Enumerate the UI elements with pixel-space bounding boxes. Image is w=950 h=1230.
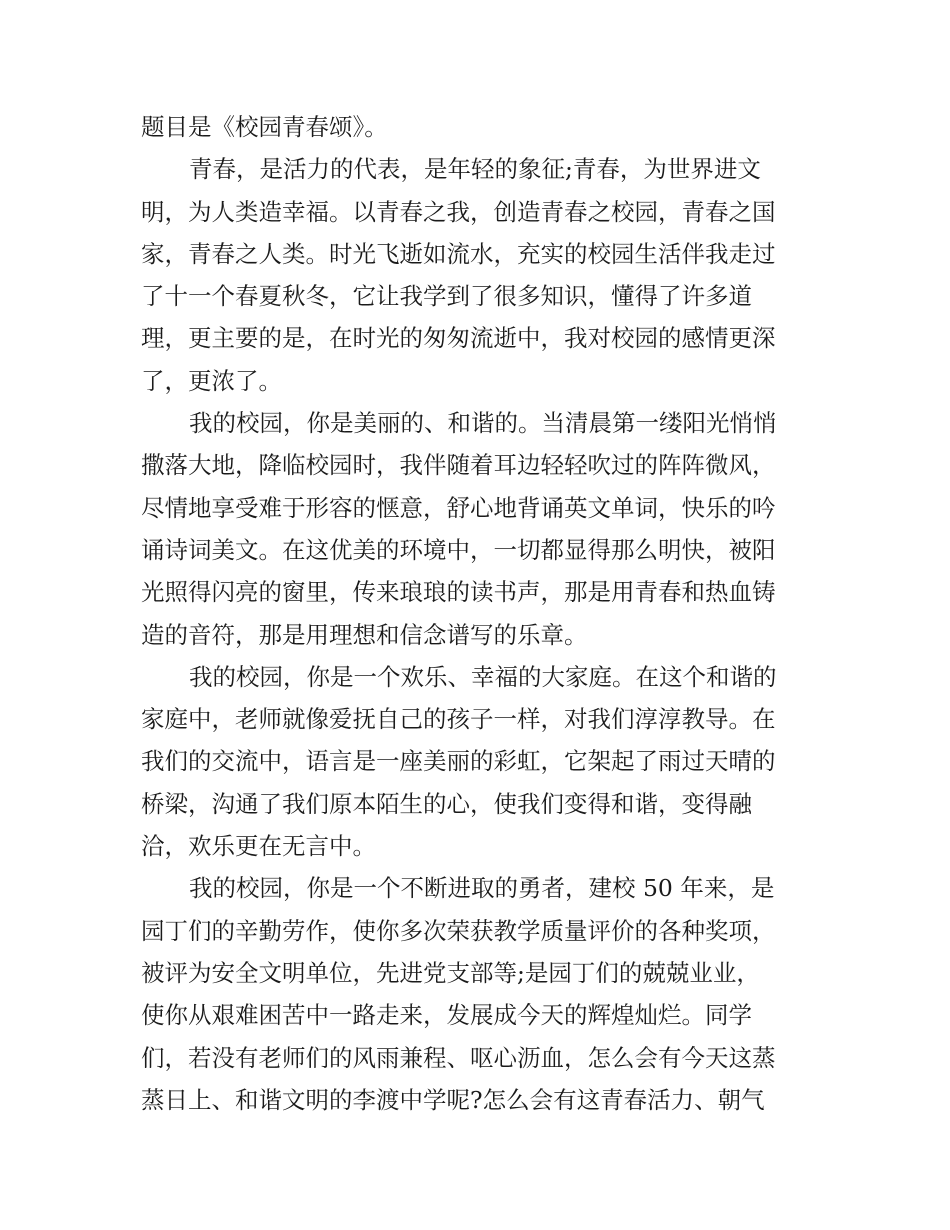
essay-body [141,106,813,1121]
text-line: 我的校园，你是美丽的、和谐的。当清晨第一缕阳光悄悄 [189,409,777,438]
text-line: 理，更主要的是，在时光的匆匆流逝中，我对校园的感情更深 [141,324,776,353]
text-line: 尽情地享受难于形容的惬意，舒心地背诵英文单词，快乐的吟 [141,493,776,522]
text-line: 光照得闪亮的窗里，传来琅琅的读书声，那是用青春和热血铸 [141,578,776,607]
text-line: 洽，欢乐更在无言中。 [141,832,376,861]
text-line: 家庭中，老师就像爱抚自己的孩子一样，对我们淳淳教导。在 [141,705,776,734]
text-line: 蒸日上、和谐文明的李渡中学呢?怎么会有这青春活力、朝气 [141,1085,765,1114]
text-line: 撒落大地，降临校园时，我伴随着耳边轻轻吹过的阵阵微风， [141,451,776,480]
text-line: 园丁们的辛勤劳作，使你多次荣获教学质量评价的各种奖项， [141,916,776,945]
text-line: 了，更浓了。 [141,366,282,395]
text-line: 青春，是活力的代表，是年轻的象征;青春，为世界进文 [189,155,761,184]
text-line: 我的校园，你是一个不断进取的勇者，建校 50 年来，是 [189,874,775,903]
text-line: 们，若没有老师们的风雨兼程、呕心沥血，怎么会有今天这蒸 [141,1043,776,1072]
text-line: 我的校园，你是一个欢乐、幸福的大家庭。在这个和谐的 [189,662,777,691]
text-line: 造的音符，那是用理想和信念谱写的乐章。 [141,620,588,649]
text-line: 明，为人类造幸福。以青春之我，创造青春之校园，青春之国 [141,197,776,226]
text-line: 桥梁，沟通了我们原本陌生的心，使我们变得和谐，变得融 [141,789,752,818]
text-line: 诵诗词美文。在这优美的环境中，一切都显得那么明快，被阳 [141,535,776,564]
text-line: 了十一个春夏秋冬，它让我学到了很多知识，懂得了许多道 [141,282,752,311]
text-line: 我们的交流中，语言是一座美丽的彩虹，它架起了雨过天晴的 [141,747,776,776]
text-line: 题目是《校园青春颂》。 [141,113,388,141]
text-line: 使你从艰难困苦中一路走来，发展成今天的辉煌灿烂。同学 [141,1001,752,1030]
text-line: 家，青春之人类。时光飞逝如流水，充实的校园生活伴我走过 [141,239,776,268]
text-line: 被评为安全文明单位，先进党支部等;是园丁们的兢兢业业， [141,958,760,987]
